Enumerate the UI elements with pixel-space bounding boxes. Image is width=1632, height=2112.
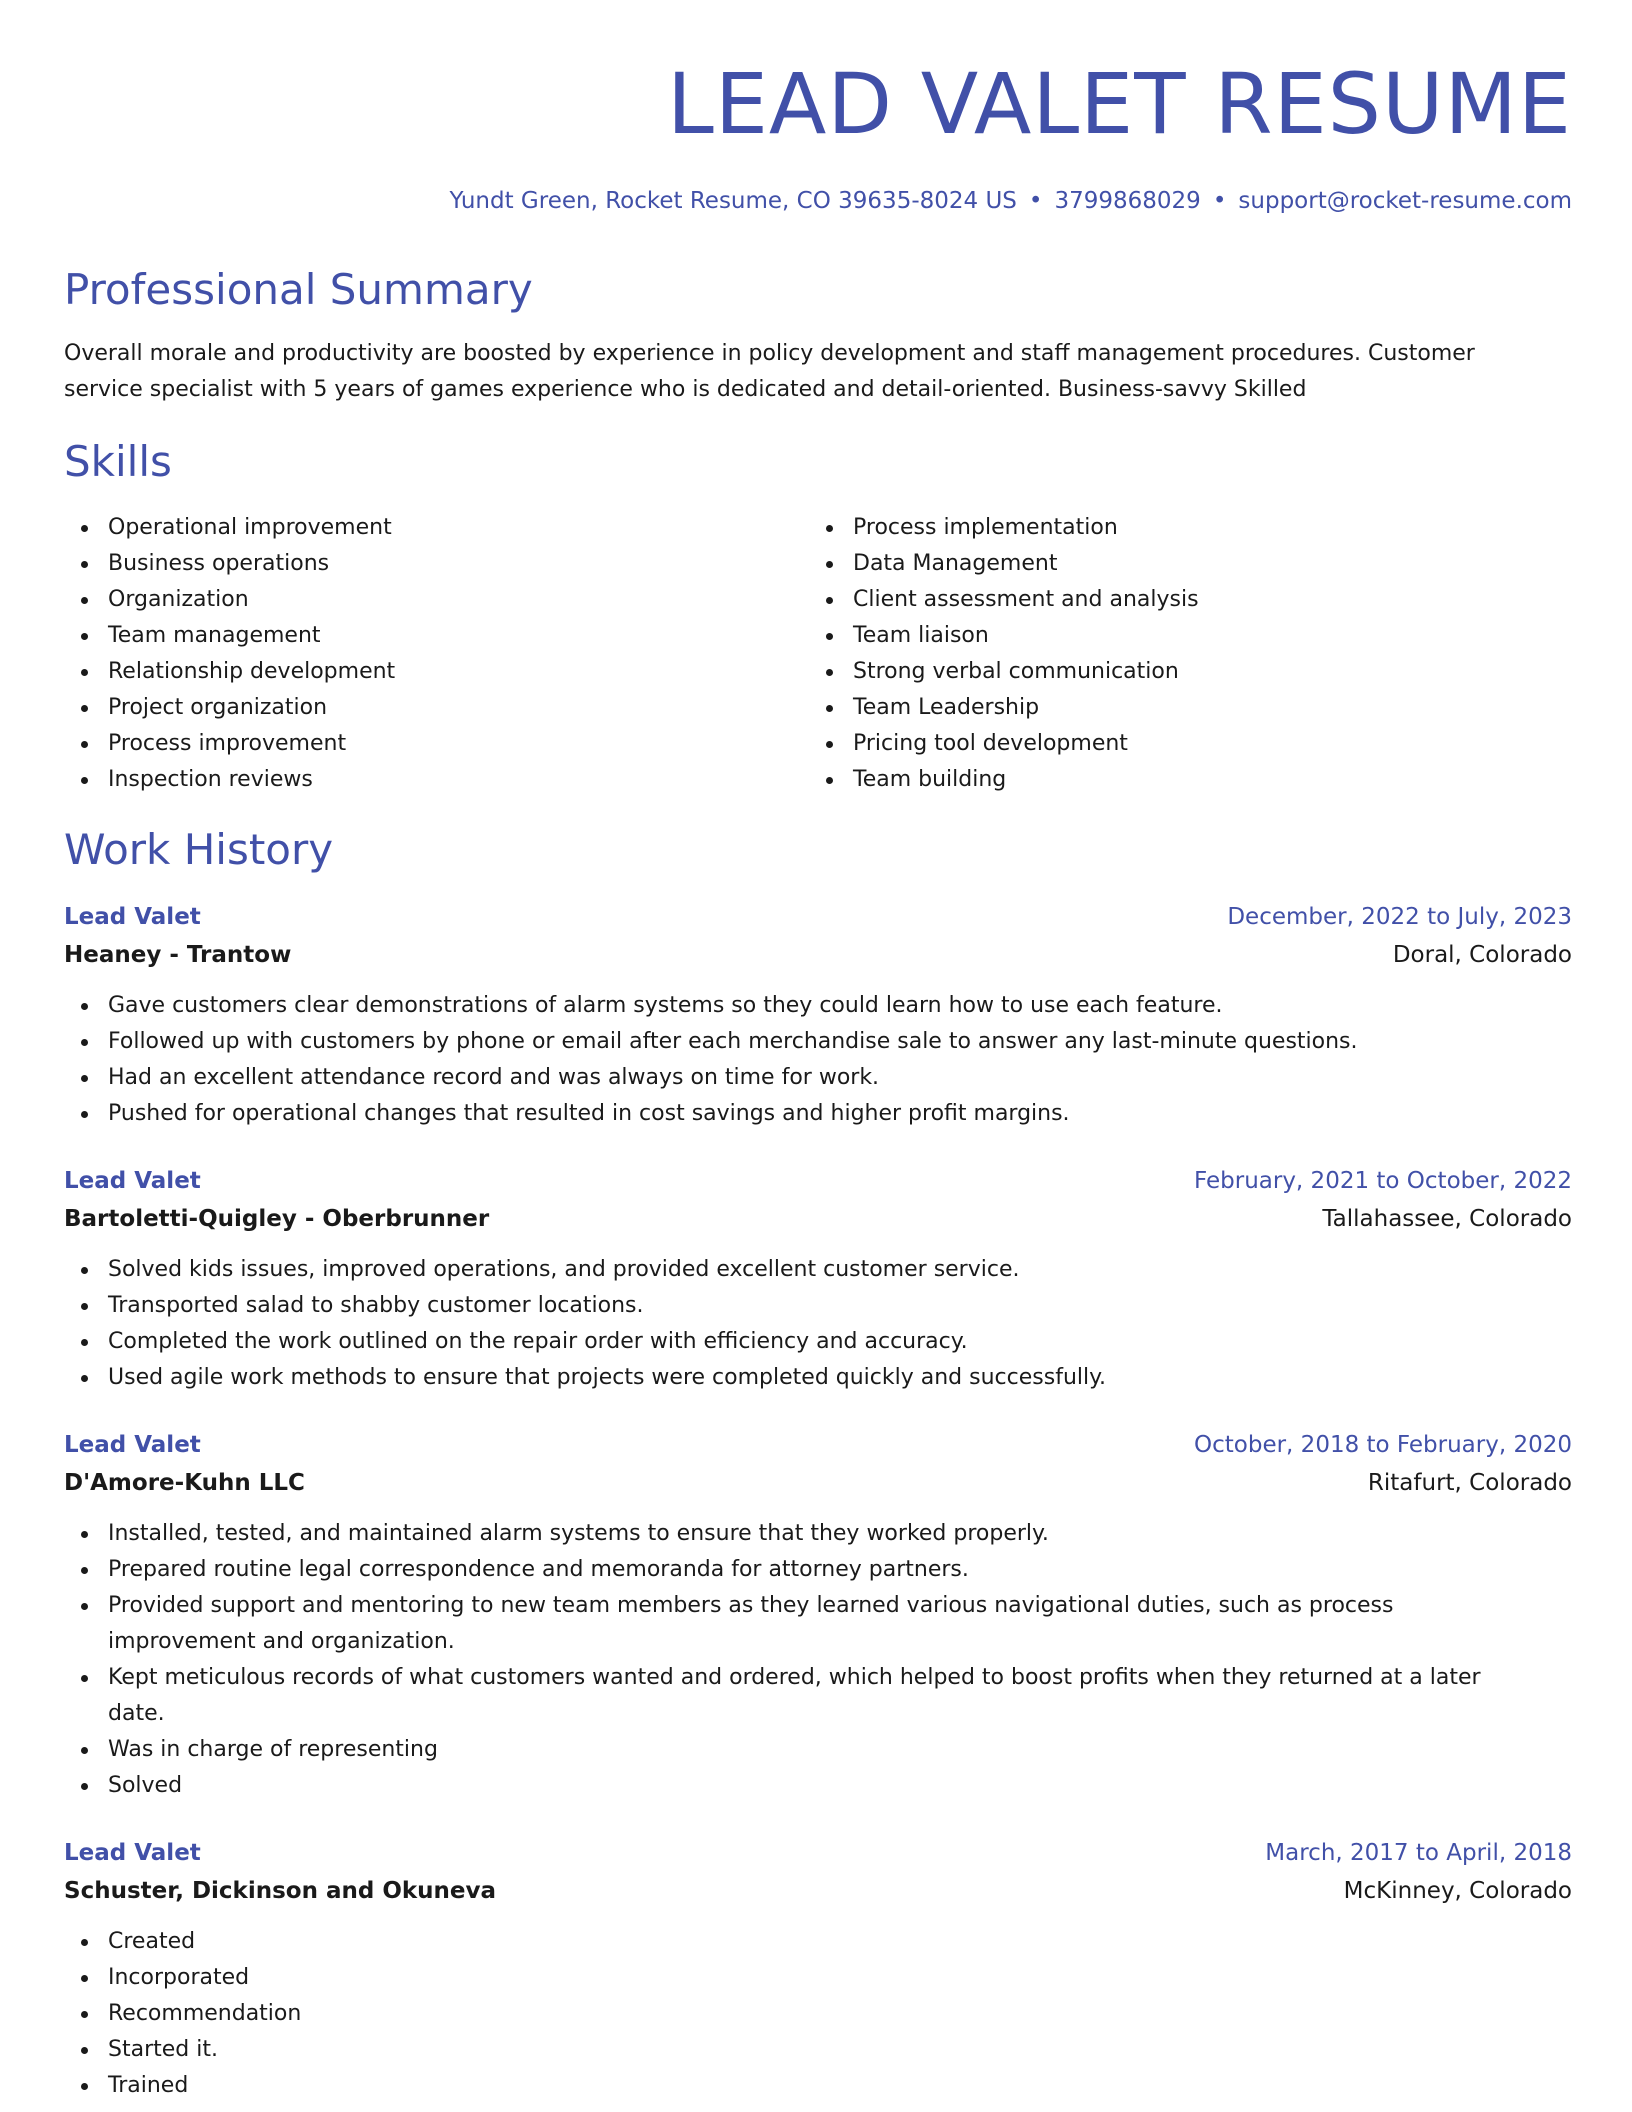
job-bullets	[64, 988, 1572, 1132]
job-bullet: Started it.	[64, 2032, 1544, 2068]
job-role: Lead Valet	[64, 1168, 201, 1194]
contact-email[interactable]: support@rocket-resume.com	[1238, 188, 1572, 214]
resume-page	[64, 0, 1572, 2104]
job-subheader	[64, 1464, 1572, 1502]
job-role: Lead Valet	[64, 1432, 201, 1458]
job-location: McKinney, Colorado	[1343, 1878, 1572, 1904]
job-bullets	[64, 1252, 1572, 1396]
job-bullet: Solved	[64, 1768, 1544, 1804]
summary-text: Overall morale and productivity are boosted by experience in policy development and staff management procedures. Customer service specialist with 5 years of games experience who is dedicated and detail-oriented. Business-savvy Skilled	[64, 341, 1475, 402]
job-location: Doral, Colorado	[1392, 942, 1572, 968]
job-bullet: Recommendation	[64, 1996, 1544, 2032]
job-bullet: Solved kids issues, improved operations, and provided excellent customer service.	[64, 1252, 1544, 1288]
skills-list	[64, 510, 1572, 798]
job-company: D'Amore-Kuhn LLC	[64, 1470, 305, 1496]
job-bullet: Gave customers clear demonstrations of alarm systems so they could learn how to use each feature.	[64, 988, 1544, 1024]
contact-separator: •	[1212, 188, 1227, 214]
skill-item: Team building	[809, 762, 1554, 798]
skills-column-left	[64, 510, 809, 798]
job-company: Heaney - Trantow	[64, 942, 292, 968]
job-bullet: Provided support and mentoring to new team members as they learned various navigational duties, such as process improvement and organization.	[64, 1588, 1544, 1660]
job-bullet: Had an excellent attendance record and was always on time for work.	[64, 1060, 1544, 1096]
skills-heading: Skills	[64, 437, 172, 486]
skill-item: Process implementation	[809, 510, 1554, 546]
job-subheader	[64, 1872, 1572, 1910]
job-subheader	[64, 936, 1572, 974]
job-dates: October, 2018 to February, 2020	[1194, 1432, 1572, 1458]
skill-item: Team management	[64, 618, 809, 654]
skill-item: Operational improvement	[64, 510, 809, 546]
job-bullet: Completed the work outlined on the repair order with efficiency and accuracy.	[64, 1324, 1544, 1360]
job-company: Bartoletti-Quigley - Oberbrunner	[64, 1206, 490, 1232]
job-bullet: Created	[64, 1924, 1544, 1960]
job-bullet: Transported salad to shabby customer locations.	[64, 1288, 1544, 1324]
skill-item: Project organization	[64, 690, 809, 726]
job-dates: February, 2021 to October, 2022	[1194, 1168, 1572, 1194]
job-subheader	[64, 1200, 1572, 1238]
job-header	[64, 1834, 1572, 1872]
job-role: Lead Valet	[64, 1840, 201, 1866]
job-entry	[64, 898, 1572, 1132]
job-bullets	[64, 1924, 1572, 2104]
resume-title: LEAD VALET RESUME	[667, 55, 1572, 153]
job-bullet: Pushed for operational changes that resulted in cost savings and higher profit margins.	[64, 1096, 1544, 1132]
job-entry	[64, 1162, 1572, 1396]
job-header	[64, 1426, 1572, 1464]
skill-item: Strong verbal communication	[809, 654, 1554, 690]
skill-item: Client assessment and analysis	[809, 582, 1554, 618]
skill-item: Team liaison	[809, 618, 1554, 654]
skill-item: Team Leadership	[809, 690, 1554, 726]
job-bullet: Used agile work methods to ensure that projects were completed quickly and successfully.	[64, 1360, 1544, 1396]
skill-item: Process improvement	[64, 726, 809, 762]
job-dates: March, 2017 to April, 2018	[1265, 1840, 1572, 1866]
job-bullet: Prepared routine legal correspondence and memoranda for attorney partners.	[64, 1552, 1544, 1588]
job-entry	[64, 1426, 1572, 1804]
resume-header	[64, 50, 1572, 216]
work-history-heading: Work History	[64, 825, 334, 874]
job-bullet: Followed up with customers by phone or email after each merchandise sale to answer any last-minute questions.	[64, 1024, 1544, 1060]
job-bullet: Was in charge of representing	[64, 1732, 1544, 1768]
skill-item: Relationship development	[64, 654, 809, 690]
job-location: Ritafurt, Colorado	[1367, 1470, 1572, 1496]
skill-item: Organization	[64, 582, 809, 618]
summary-heading: Professional Summary	[64, 265, 533, 314]
skills-column-right	[809, 510, 1554, 798]
skill-item: Pricing tool development	[809, 726, 1554, 762]
job-bullets	[64, 1516, 1572, 1804]
contact-line	[64, 186, 1572, 216]
job-role: Lead Valet	[64, 904, 201, 930]
job-header	[64, 898, 1572, 936]
job-entry	[64, 1834, 1572, 2104]
job-dates: December, 2022 to July, 2023	[1227, 904, 1572, 930]
skill-item: Data Management	[809, 546, 1554, 582]
contact-phone: 3799868029	[1054, 188, 1201, 214]
contact-address: Yundt Green, Rocket Resume, CO 39635-8024 US	[449, 188, 1017, 214]
skill-item: Business operations	[64, 546, 809, 582]
job-company: Schuster, Dickinson and Okuneva	[64, 1878, 497, 1904]
job-bullet: Trained	[64, 2068, 1544, 2104]
job-header	[64, 1162, 1572, 1200]
job-bullet: Kept meticulous records of what customers wanted and ordered, which helped to boost profits when they returned at a later date.	[64, 1660, 1544, 1732]
skill-item: Inspection reviews	[64, 762, 809, 798]
job-location: Tallahassee, Colorado	[1322, 1206, 1572, 1232]
job-bullet: Incorporated	[64, 1960, 1544, 1996]
contact-separator: •	[1028, 188, 1043, 214]
job-bullet: Installed, tested, and maintained alarm systems to ensure that they worked properly.	[64, 1516, 1544, 1552]
